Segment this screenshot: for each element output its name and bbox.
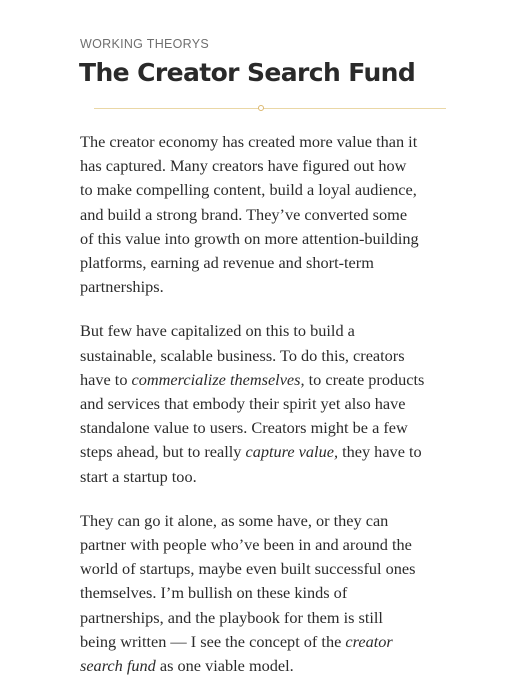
section-divider: [94, 108, 446, 109]
publication-name[interactable]: WORKING THEORYS: [80, 37, 210, 51]
text-line: sustainable, scalable business. To do this, creators: [80, 345, 405, 365]
text-line: They can go it alone, as some have, or they can: [80, 510, 389, 530]
emphasis-search-fund: search fund: [80, 656, 156, 676]
text-line: and services that embody their spirit yet also have: [80, 394, 406, 414]
paragraph-2: [80, 319, 460, 488]
text-line: [80, 368, 460, 392]
text-line: But few have capitalized on this to build a: [80, 321, 355, 341]
text-segment: steps ahead, but to really: [80, 442, 246, 462]
text-segment: to create products: [304, 369, 425, 389]
text-line: has captured. Many creators have figured out how: [80, 156, 407, 176]
text-line: platforms, earning ad revenue and short-term: [80, 253, 374, 273]
text-line: [80, 630, 460, 654]
text-segment: being written — I see the concept of the: [80, 631, 346, 651]
text-line: standalone value to users. Creators might be a few: [80, 418, 408, 438]
article-title: The Creator Search Fund: [79, 58, 416, 87]
text-segment: as one viable model.: [155, 656, 294, 676]
text-line: and build a strong brand. They’ve converted some: [80, 204, 408, 224]
article-body: [80, 130, 460, 698]
text-line: themselves. I’m bullish on these kinds of: [80, 583, 348, 603]
paragraph-1: [80, 130, 460, 299]
text-line: of this value into growth on more attention-building: [80, 228, 419, 248]
divider-ornament-icon: [258, 105, 264, 111]
paragraph-3: [80, 509, 460, 678]
text-line: [80, 440, 460, 464]
text-line: [80, 654, 460, 678]
emphasis-capture-value: capture value,: [245, 442, 339, 462]
text-line: partner with people who’ve been in and around the: [80, 535, 412, 555]
text-line: partnerships, and the playbook for them is still: [80, 607, 383, 627]
text-segment: have to: [80, 369, 132, 389]
text-line: start a startup too.: [80, 466, 197, 486]
text-line: world of startups, maybe even built successful ones: [80, 559, 416, 579]
text-segment: they have to: [338, 442, 422, 462]
text-line: to make compelling content, build a loyal audience,: [80, 180, 417, 200]
emphasis-creator: creator: [345, 631, 393, 651]
text-line: partnerships.: [80, 277, 164, 297]
text-line: The creator economy has created more value than it: [80, 132, 418, 151]
emphasis-commercialize: commercialize themselves,: [131, 369, 305, 389]
